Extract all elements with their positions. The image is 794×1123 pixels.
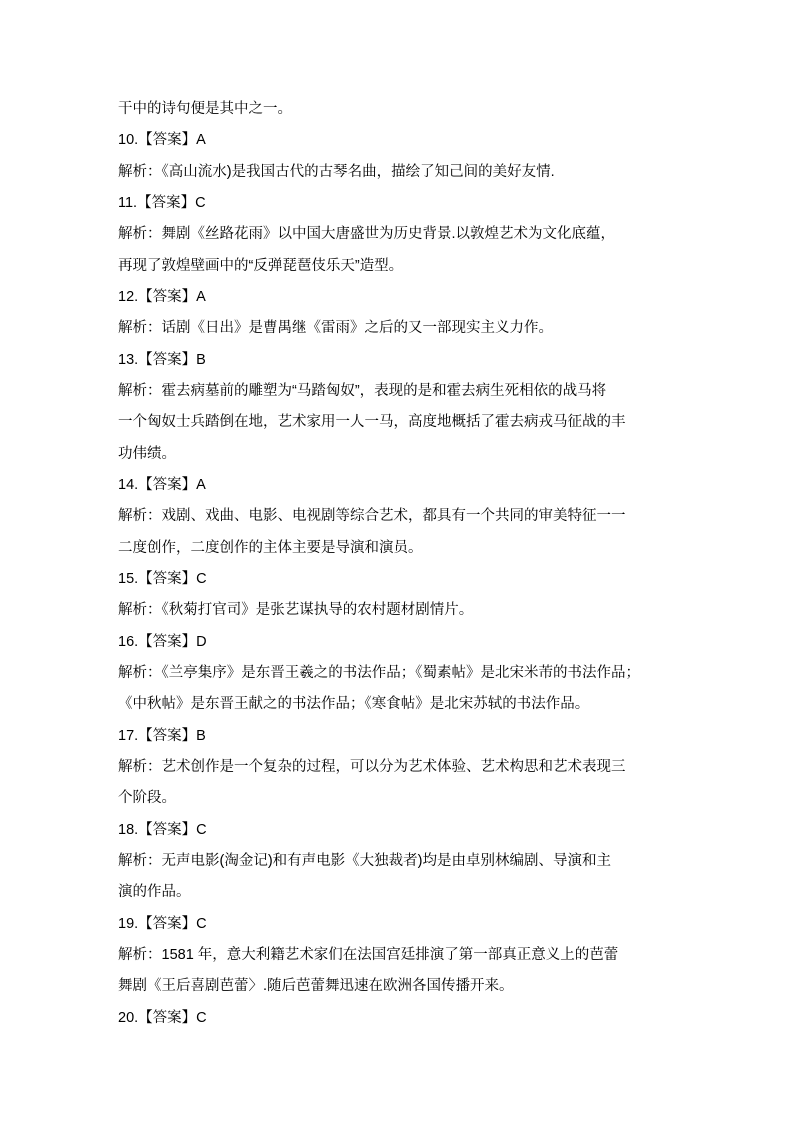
- answer-line: 13.【答案】B: [118, 351, 206, 368]
- explanation-line: 解析：舞剧《丝路花雨》以中国大唐盛世为历史背景.以敦煌艺术为文化底蕴，: [118, 226, 616, 243]
- answer-line: 16.【答案】D: [118, 633, 207, 650]
- answer-line: 10.【答案】A: [118, 132, 206, 149]
- explanation-line: 解析：戏剧、戏曲、电影、电视剧等综合艺术，都具有一个共同的审美特征一一: [118, 508, 626, 525]
- explanation-line: 解析：霍去病墓前的雕塑为“马踏匈奴”，表现的是和霍去病生死相依的战马将: [118, 382, 607, 399]
- explanation-line: 解析：《兰亭集序》是东晋王羲之的书法作品；《蜀素帖》是北宋米芾的书法作品；: [118, 664, 640, 681]
- answer-line: 17.【答案】B: [118, 727, 206, 744]
- explanation-line: 解析：话剧《日出》是曹禺继《雷雨》之后的又一部现实主义力作。: [118, 320, 553, 337]
- continuation-line: 干中的诗句便是其中之一。: [118, 101, 292, 117]
- continuation-line: 二度创作，二度创作的主体主要是导演和演员。: [118, 539, 423, 556]
- answer-line: 19.【答案】C: [118, 915, 207, 932]
- answer-line: 14.【答案】A: [118, 476, 206, 493]
- continuation-line: 演的作品。: [118, 884, 191, 901]
- explanation-line: 解析：无声电影(淘金记)和有声电影《大独裁者)均是由卓别林编剧、导演和主: [118, 852, 611, 869]
- continuation-line: 功伟绩。: [118, 445, 176, 462]
- continuation-line: 一个匈奴士兵踏倒在地，艺术家用一人一马，高度地概括了霍去病戎马征战的丰: [118, 414, 626, 431]
- continuation-line: 《中秋帖》是东晋王献之的书法作品；《寒食帖》是北宋苏轼的书法作品。: [118, 696, 590, 713]
- continuation-line: 个阶段。: [118, 790, 176, 807]
- answer-line: 12.【答案】A: [118, 288, 206, 305]
- answer-line: 20.【答案】C: [118, 1009, 207, 1026]
- explanation-line: 解析：《秋菊打官司》是张艺谋执导的农村题材剧情片。: [118, 602, 474, 619]
- explanation-line: 解析：艺术创作是一个复杂的过程，可以分为艺术体验、艺术构思和艺术表现三: [118, 758, 626, 775]
- continuation-line: 再现了敦煌壁画中的“反弹琵琶伎乐天”造型。: [118, 257, 404, 274]
- continuation-line: 舞剧《王后喜剧芭蕾〉.随后芭蕾舞迅速在欧洲各国传播开来。: [118, 978, 514, 995]
- explanation-line: 解析：1581 年，意大利籍艺术家们在法国宫廷排演了第一部真正意义上的芭蕾: [118, 946, 619, 963]
- answer-explanation-list: [118, 94, 698, 1034]
- explanation-line: 解析：《高山流水)是我国古代的古琴名曲，描绘了知己间的美好友情.: [118, 163, 555, 180]
- answer-line: 11.【答案】C: [118, 194, 206, 211]
- answer-line: 18.【答案】C: [118, 821, 207, 838]
- answer-line: 15.【答案】C: [118, 570, 207, 587]
